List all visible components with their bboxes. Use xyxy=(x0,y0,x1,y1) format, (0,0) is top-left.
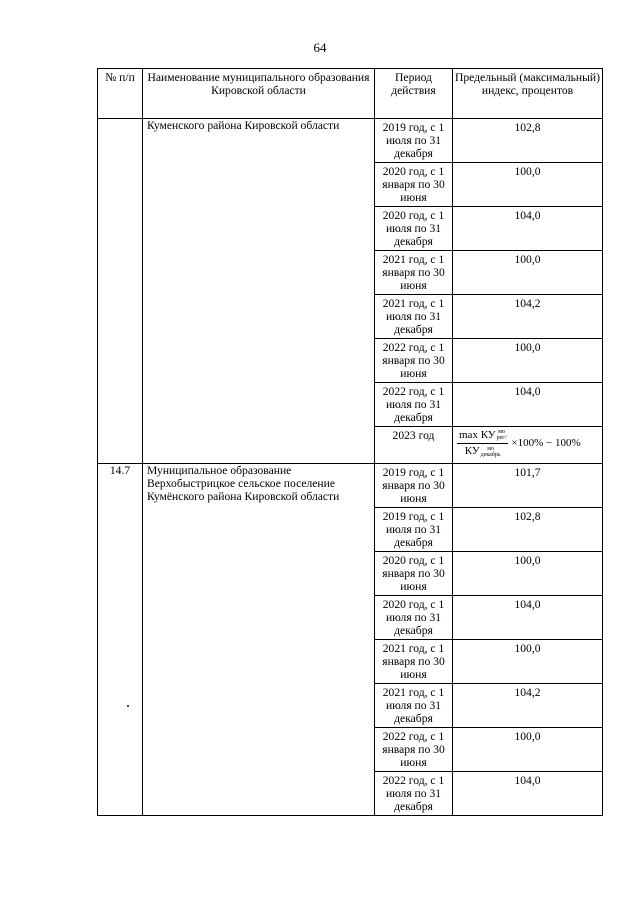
period-cell: 2020 год, с 1 июля по 31 декабря xyxy=(375,596,453,640)
index-cell: 102,8 xyxy=(453,508,603,552)
index-cell: 100,0 xyxy=(453,552,603,596)
period-cell: 2022 год, с 1 января по 30 июня xyxy=(375,728,453,772)
tariff-index-table xyxy=(97,68,603,816)
page-number: 64 xyxy=(313,40,327,55)
period-cell: 2019 год, с 1 июля по 31 декабря xyxy=(375,508,453,552)
index-cell: 104,0 xyxy=(453,772,603,816)
index-cell: 100,0 xyxy=(453,339,603,383)
period-cell: 2021 год, с 1 января по 30 июня xyxy=(375,251,453,295)
table-row xyxy=(98,119,603,163)
index-cell: 101,7 xyxy=(453,464,603,508)
period-cell: 2019 год, с 1 июля по 31 декабря xyxy=(375,119,453,163)
period-cell: 2022 год, с 1 июля по 31 декабря xyxy=(375,383,453,427)
period-cell: 2020 год, с 1 января по 30 июня xyxy=(375,163,453,207)
header-period: Период действия xyxy=(375,69,453,119)
table-header-row xyxy=(98,69,603,119)
formula-numerator: max КУ мо рег/ xyxy=(457,429,508,444)
header-index: Предельный (максимальный) индекс, процентов xyxy=(453,69,603,119)
formula-fraction xyxy=(457,429,508,458)
row-number: 14.7 xyxy=(98,464,143,816)
table-row xyxy=(98,464,603,508)
period-cell: 2022 год, с 1 июля по 31 декабря xyxy=(375,772,453,816)
index-cell: 104,2 xyxy=(453,295,603,339)
formula-denominator: КУ мо декабрь xyxy=(464,445,501,458)
index-cell: 100,0 xyxy=(453,640,603,684)
period-cell: 2021 год, с 1 января по 30 июня xyxy=(375,640,453,684)
index-cell: 104,0 xyxy=(453,383,603,427)
formula-tail: ×100% − 100% xyxy=(511,437,581,450)
period-cell: 2021 год, с 1 июля по 31 декабря xyxy=(375,295,453,339)
municipality-name: Муниципальное образование Верхобыстрицкое сельское поселение Кумёнского района Кировской области xyxy=(143,464,375,816)
index-cell: 104,2 xyxy=(453,684,603,728)
scan-speck xyxy=(127,705,129,707)
period-cell: 2020 год, с 1 июля по 31 декабря xyxy=(375,207,453,251)
index-cell: 100,0 xyxy=(453,728,603,772)
index-cell: 100,0 xyxy=(453,251,603,295)
formula-cell xyxy=(453,427,603,464)
index-formula xyxy=(455,429,600,458)
period-cell: 2021 год, с 1 июля по 31 декабря xyxy=(375,684,453,728)
period-cell: 2022 год, с 1 января по 30 июня xyxy=(375,339,453,383)
index-cell: 102,8 xyxy=(453,119,603,163)
index-cell: 100,0 xyxy=(453,163,603,207)
row-number xyxy=(98,119,143,464)
header-number: № п/п xyxy=(98,69,143,119)
period-cell: 2019 год, с 1 января по 30 июня xyxy=(375,464,453,508)
municipality-name: Куменского района Кировской области xyxy=(143,119,375,464)
header-name: Наименование муниципального образования Кировской области xyxy=(143,69,375,119)
period-cell: 2020 год, с 1 января по 30 июня xyxy=(375,552,453,596)
index-cell: 104,0 xyxy=(453,207,603,251)
index-cell: 104,0 xyxy=(453,596,603,640)
period-cell: 2023 год xyxy=(375,427,453,464)
